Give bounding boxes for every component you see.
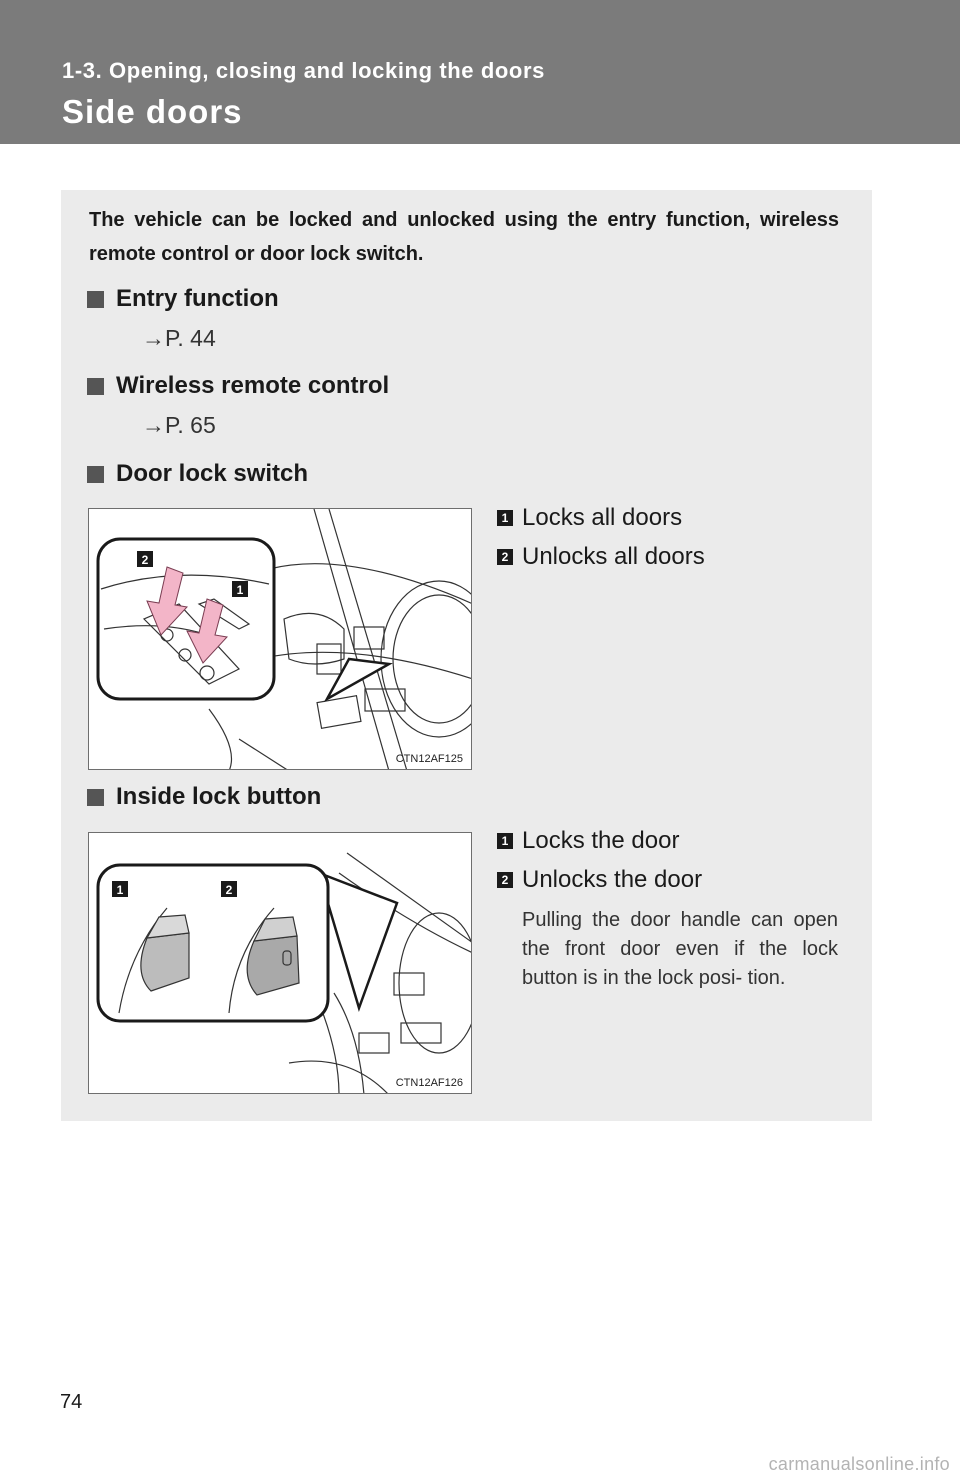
caption-locks-all-doors — [497, 504, 682, 532]
number-badge-icon: 1 — [497, 510, 513, 526]
section-wireless-remote — [87, 372, 389, 400]
caption-text: Unlocks the door — [522, 866, 703, 893]
square-bullet-icon — [87, 378, 104, 395]
page-number: 74 — [60, 1391, 83, 1413]
page-reference-link[interactable] — [142, 412, 216, 439]
section-heading: Wireless remote control — [116, 372, 390, 399]
figure-code: CTN12AF126 — [395, 1077, 463, 1089]
door-lock-switch-drawing — [89, 509, 472, 770]
page-title: Side doors — [62, 93, 243, 130]
callout-label-1: 1 — [116, 883, 124, 897]
door-handle-note: Pulling the door handle can open the front door even if the lock button is in the lock posi- tion. — [522, 909, 838, 989]
section-inside-lock-button — [87, 783, 321, 811]
number-badge-icon: 1 — [497, 833, 513, 849]
callout-label-2: 2 — [225, 883, 233, 897]
page-reference-link[interactable] — [142, 325, 216, 352]
page-reference-text: P. 65 — [165, 412, 216, 438]
page-header — [0, 0, 960, 144]
caption-unlocks-the-door — [497, 866, 702, 894]
inside-lock-button-drawing — [89, 833, 472, 1094]
door-lock-switch-illustration — [88, 508, 472, 770]
intro-text: The vehicle can be locked and unlocked using the entry function, wireless remote control or door lock switch. — [89, 209, 839, 265]
section-door-lock-switch — [87, 460, 308, 488]
caption-text: Locks the door — [522, 827, 680, 854]
section-heading: Entry function — [116, 285, 279, 312]
callout-label-1: 1 — [236, 583, 244, 597]
caption-text: Locks all doors — [522, 504, 683, 531]
arrow-icon: → — [142, 325, 165, 351]
square-bullet-icon — [87, 789, 104, 806]
watermark: carmanualsonline.info — [768, 1454, 950, 1474]
square-bullet-icon — [87, 291, 104, 308]
figure-code: CTN12AF125 — [395, 753, 463, 765]
square-bullet-icon — [87, 466, 104, 483]
section-heading: Inside lock button — [116, 783, 322, 810]
caption-text: Unlocks all doors — [522, 543, 705, 570]
caption-unlocks-all-doors — [497, 543, 705, 571]
inside-lock-button-illustration — [88, 832, 472, 1094]
number-badge-icon: 2 — [497, 549, 513, 565]
number-badge-icon: 2 — [497, 872, 513, 888]
section-breadcrumb: 1-3. Opening, closing and locking the doors — [62, 58, 545, 83]
arrow-icon: → — [142, 412, 165, 438]
section-entry-function — [87, 285, 279, 313]
caption-locks-the-door — [497, 827, 679, 855]
page-reference-text: P. 44 — [165, 325, 216, 351]
section-heading: Door lock switch — [116, 460, 309, 487]
callout-label-2: 2 — [141, 553, 149, 567]
